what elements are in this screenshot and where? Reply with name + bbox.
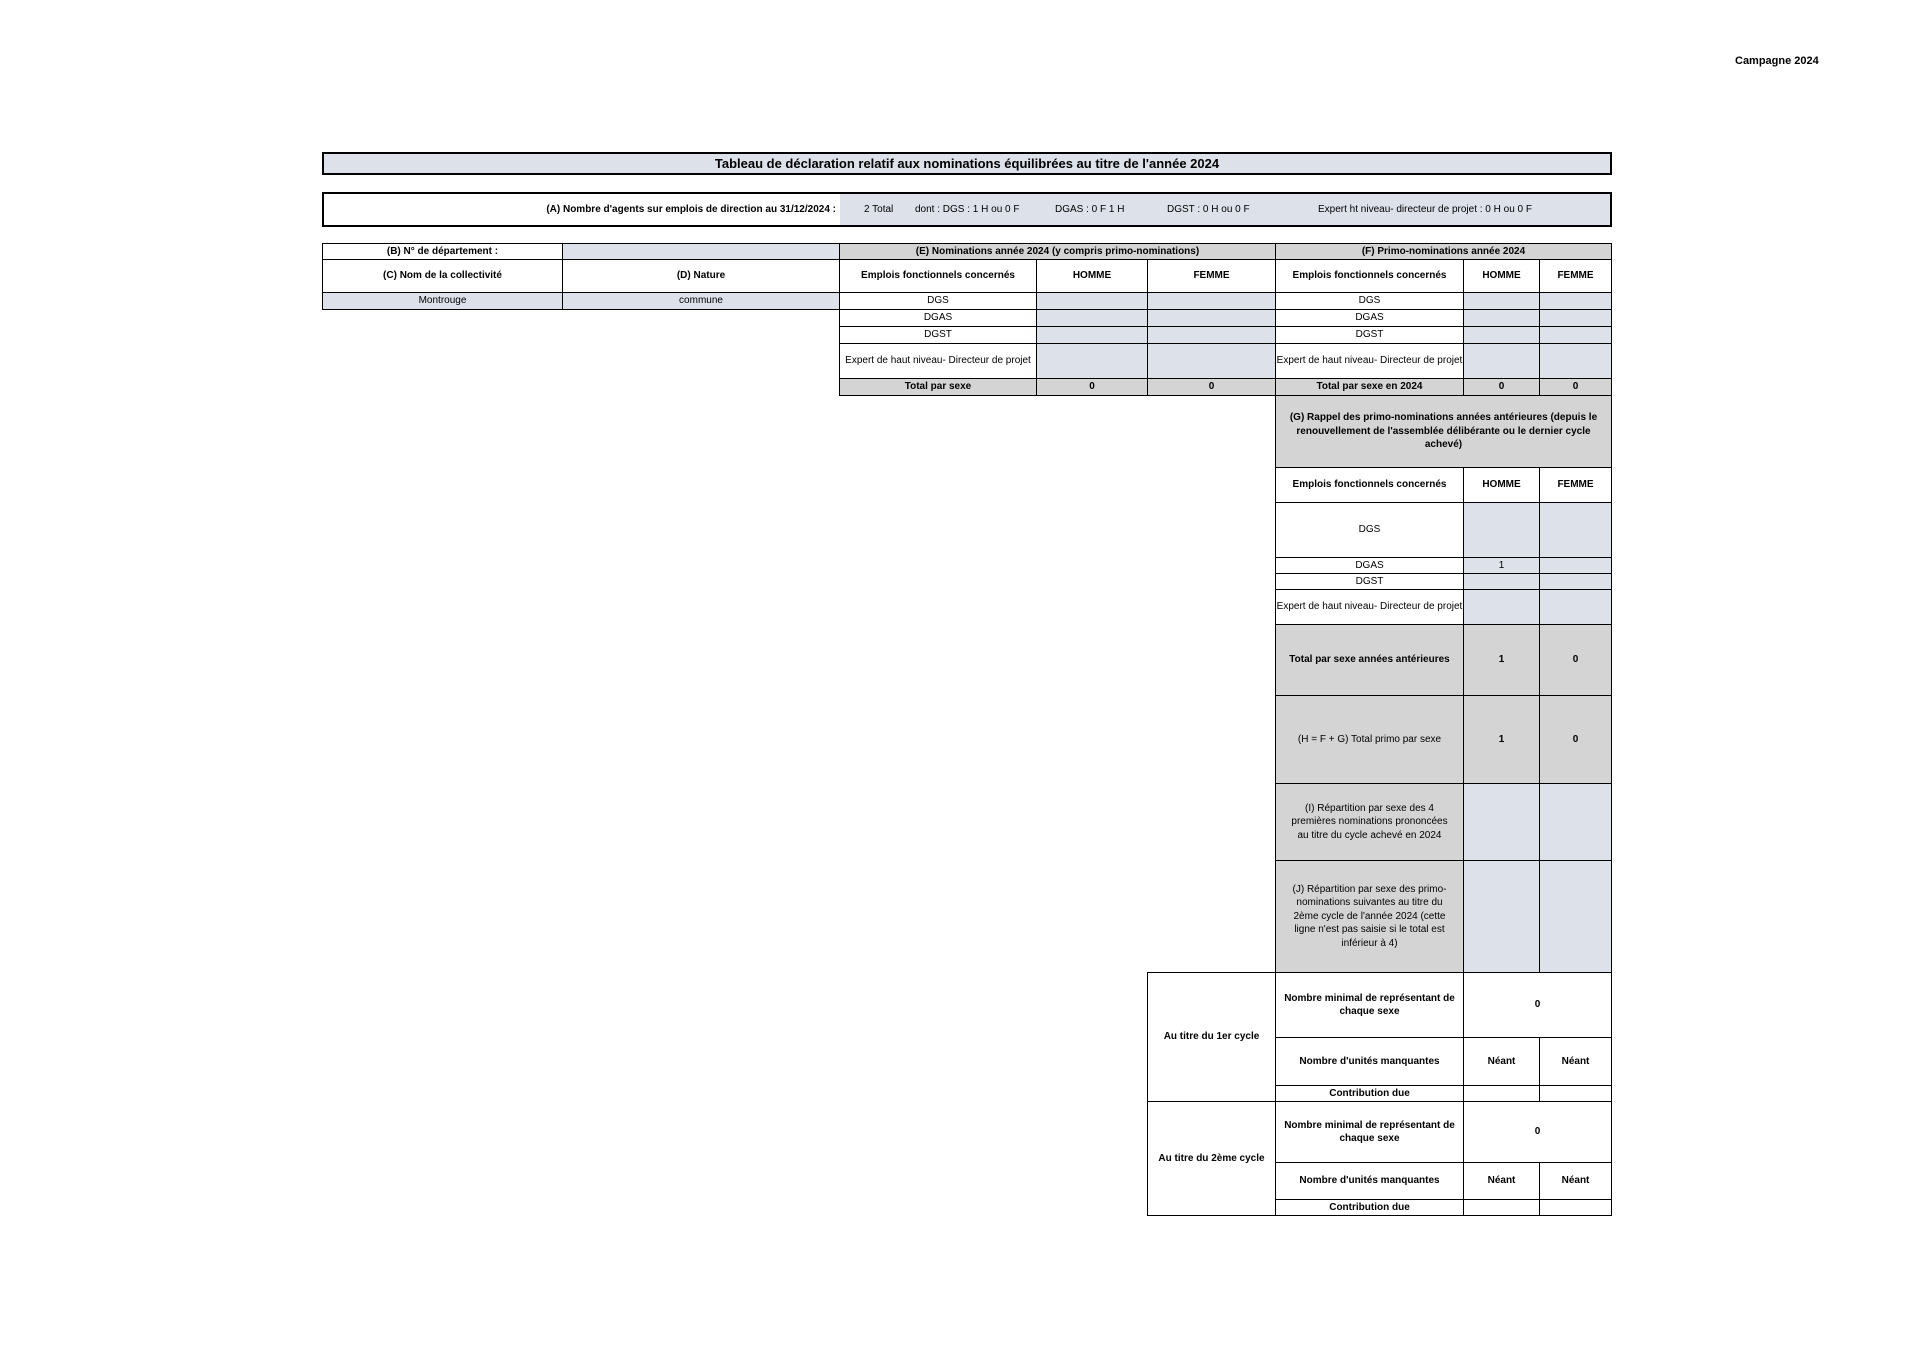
agents-label: (A) Nombre d'agents sur emplois de direction au 31/12/2024 : — [546, 204, 836, 215]
e-total-homme: 0 — [1036, 378, 1148, 396]
e-row-label: DGST — [839, 326, 1037, 344]
campaign-label: Campagne 2024 — [1735, 55, 1819, 67]
h-label: (H = F + G) Total primo par sexe — [1275, 695, 1464, 784]
e-row-label: DGAS — [839, 309, 1037, 327]
g-row-label: DGS — [1275, 502, 1464, 558]
j-femme-input[interactable] — [1539, 860, 1612, 973]
page-title: Tableau de déclaration relatif aux nominations équilibrées au titre de l'année 2024 — [322, 152, 1612, 175]
cycle-1-contrib-homme — [1463, 1085, 1540, 1102]
f-row-homme-input[interactable] — [1463, 292, 1540, 310]
f-row-femme-input[interactable] — [1539, 292, 1612, 310]
e-total-femme: 0 — [1147, 378, 1276, 396]
cycle-1-manq-femme: Néant — [1539, 1037, 1612, 1086]
e-row-femme-input[interactable] — [1147, 326, 1276, 344]
f-row-label: Expert de haut niveau- Directeur de projet — [1275, 343, 1464, 379]
f-total-label: Total par sexe en 2024 — [1275, 378, 1464, 396]
g-total-femme: 0 — [1539, 624, 1612, 696]
f-row-femme-input[interactable] — [1539, 309, 1612, 327]
e-row-femme-input[interactable] — [1147, 292, 1276, 310]
f-row-homme-input[interactable] — [1463, 343, 1540, 379]
agents-values — [840, 194, 1610, 225]
j-homme-input[interactable] — [1463, 860, 1540, 973]
j-label: (J) Répartition par sexe des primo-nominations suivantes au titre du 2ème cycle de l'année 2024 (cette ligne n'est pas saisie si le total est inférieur à 4) — [1275, 860, 1464, 973]
e-total-label: Total par sexe — [839, 378, 1037, 396]
f-row-homme-input[interactable] — [1463, 326, 1540, 344]
cycle-2-manq-label: Nombre d'unités manquantes — [1275, 1162, 1464, 1200]
f-row-label: DGST — [1275, 326, 1464, 344]
e-row-femme-input[interactable] — [1147, 309, 1276, 327]
g-row-homme[interactable]: 1 — [1463, 557, 1540, 574]
cycle-2-label: Au titre du 2ème cycle — [1147, 1101, 1276, 1216]
cycle-2-contrib-femme — [1539, 1199, 1612, 1216]
g-row-homme[interactable] — [1463, 573, 1540, 590]
cycle-2-manq-femme: Néant — [1539, 1162, 1612, 1200]
cycle-1-contrib-label: Contribution due — [1275, 1085, 1464, 1102]
g-row-femme[interactable] — [1539, 502, 1612, 558]
g-row-femme[interactable] — [1539, 573, 1612, 590]
g-col-emplois: Emplois fonctionnels concernés — [1275, 467, 1464, 503]
f-total-femme: 0 — [1539, 378, 1612, 396]
g-col-homme: HOMME — [1463, 467, 1540, 503]
i-femme-input[interactable] — [1539, 783, 1612, 861]
cycle-1-min-label: Nombre minimal de représentant de chaque sexe — [1275, 972, 1464, 1038]
cycle-2-min-value: 0 — [1463, 1101, 1612, 1163]
cycle-1-label: Au titre du 1er cycle — [1147, 972, 1276, 1102]
nom-label: (C) Nom de la collectivité — [322, 259, 563, 293]
i-label: (I) Répartition par sexe des 4 premières nominations prononcées au titre du cycle achevé en 2024 — [1275, 783, 1464, 861]
e-col-femme: FEMME — [1147, 259, 1276, 293]
f-col-emplois: Emplois fonctionnels concernés — [1275, 259, 1464, 293]
h-femme: 0 — [1539, 695, 1612, 784]
nature-label: (D) Nature — [562, 259, 840, 293]
g-row-homme[interactable] — [1463, 502, 1540, 558]
cycle-1-min-value: 0 — [1463, 972, 1612, 1038]
dept-label: (B) N° de département : — [322, 243, 563, 260]
f-row-label: DGAS — [1275, 309, 1464, 327]
g-col-femme: FEMME — [1539, 467, 1612, 503]
g-row-label: DGST — [1275, 573, 1464, 590]
e-row-homme-input[interactable] — [1036, 326, 1148, 344]
e-col-homme: HOMME — [1036, 259, 1148, 293]
cycle-2-manq-homme: Néant — [1463, 1162, 1540, 1200]
g-row-homme[interactable] — [1463, 589, 1540, 625]
dept-value[interactable] — [562, 243, 840, 260]
e-col-emplois: Emplois fonctionnels concernés — [839, 259, 1037, 293]
i-homme-input[interactable] — [1463, 783, 1540, 861]
cycle-1-manq-homme: Néant — [1463, 1037, 1540, 1086]
g-total-label: Total par sexe années antérieures — [1275, 624, 1464, 696]
cycle-1-contrib-femme — [1539, 1085, 1612, 1102]
f-row-femme-input[interactable] — [1539, 343, 1612, 379]
agents-dgas: DGAS : 0 F 1 H — [1055, 204, 1125, 215]
f-col-femme: FEMME — [1539, 259, 1612, 293]
f-col-homme: HOMME — [1463, 259, 1540, 293]
cycle-2-contrib-label: Contribution due — [1275, 1199, 1464, 1216]
e-row-label: Expert de haut niveau- Directeur de projet — [839, 343, 1037, 379]
nature-value[interactable]: commune — [562, 292, 840, 310]
agents-dgst: DGST : 0 H ou 0 F — [1167, 204, 1250, 215]
e-row-femme-input[interactable] — [1147, 343, 1276, 379]
f-row-femme-input[interactable] — [1539, 326, 1612, 344]
f-row-label: DGS — [1275, 292, 1464, 310]
nom-value[interactable]: Montrouge — [322, 292, 563, 310]
g-row-label: Expert de haut niveau- Directeur de projet — [1275, 589, 1464, 625]
cycle-2-min-label: Nombre minimal de représentant de chaque sexe — [1275, 1101, 1464, 1163]
f-total-homme: 0 — [1463, 378, 1540, 396]
agents-dgs: dont : DGS : 1 H ou 0 F — [915, 204, 1020, 215]
cycle-1-manq-label: Nombre d'unités manquantes — [1275, 1037, 1464, 1086]
e-row-homme-input[interactable] — [1036, 343, 1148, 379]
g-row-femme[interactable] — [1539, 589, 1612, 625]
e-row-homme-input[interactable] — [1036, 309, 1148, 327]
agents-total: 2 Total — [864, 204, 894, 215]
e-row-label: DGS — [839, 292, 1037, 310]
agents-expert: Expert ht niveau- directeur de projet : 0 H ou 0 F — [1318, 204, 1532, 215]
section-e-header: (E) Nominations année 2024 (y compris primo-nominations) — [839, 243, 1276, 260]
g-total-homme: 1 — [1463, 624, 1540, 696]
agents-summary — [322, 192, 1612, 227]
cycle-2-contrib-homme — [1463, 1199, 1540, 1216]
g-row-femme[interactable] — [1539, 557, 1612, 574]
g-row-label: DGAS — [1275, 557, 1464, 574]
e-row-homme-input[interactable] — [1036, 292, 1148, 310]
section-g-header: (G) Rappel des primo-nominations années antérieures (depuis le renouvellement de l'assemblée délibérante ou le dernier cycle achevé) — [1275, 395, 1612, 468]
section-f-header: (F) Primo-nominations année 2024 — [1275, 243, 1612, 260]
f-row-homme-input[interactable] — [1463, 309, 1540, 327]
h-homme: 1 — [1463, 695, 1540, 784]
